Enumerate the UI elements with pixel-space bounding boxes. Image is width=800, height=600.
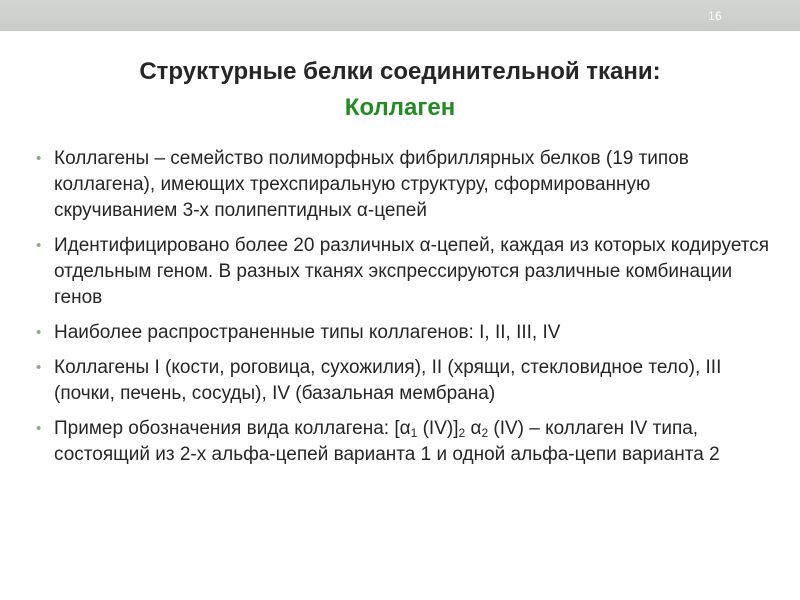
bullet-item	[34, 355, 774, 407]
header-band	[0, 0, 800, 31]
bullet-list	[34, 146, 774, 477]
bullet-item	[34, 416, 774, 468]
title-main: Структурные белки соединительной ткани:	[139, 58, 661, 85]
slide-number: 16	[708, 9, 722, 23]
bullet-icon: •	[36, 237, 42, 254]
title-subtitle: Коллаген	[344, 94, 456, 121]
bullet-text: Пример обозначения вида коллагена: [$\alpha_1$ $(IV)]_2$ $\alpha_2$ (IV) – коллаген IV типа, состоящий из 2-х альфа-цепей варианта 1 и одной альфа-цепи варианта 2	[54, 418, 720, 465]
bullet-icon: •	[36, 324, 42, 341]
bullet-item	[34, 320, 774, 346]
bullet-text: Коллагены – семейство полиморфных фибриллярных белков (19 типов коллагена), имеющих трехспиральную структуру, сформированную скручиванием 3-х полипептидных α-цепей	[54, 148, 689, 221]
bullet-icon: •	[36, 359, 42, 376]
bullet-icon: •	[36, 420, 42, 437]
bullet-icon: •	[36, 150, 42, 167]
slide-title	[0, 54, 800, 126]
bullet-text: Идентифицировано более 20 различных α-цепей, каждая из которых кодируется отдельным геном. В разных тканях экспрессируются различные комбинации генов	[54, 235, 770, 308]
bullet-text: Наиболее распространенные типы коллагенов: I, II, III, IV	[54, 322, 561, 343]
bullet-item	[34, 233, 774, 311]
bullet-item	[34, 146, 774, 224]
bullet-text: Коллагены I (кости, роговица, сухожилия), II (хрящи, стекловидное тело), III (почки, печень, сосуды), IV (базальная мембрана)	[54, 357, 722, 404]
